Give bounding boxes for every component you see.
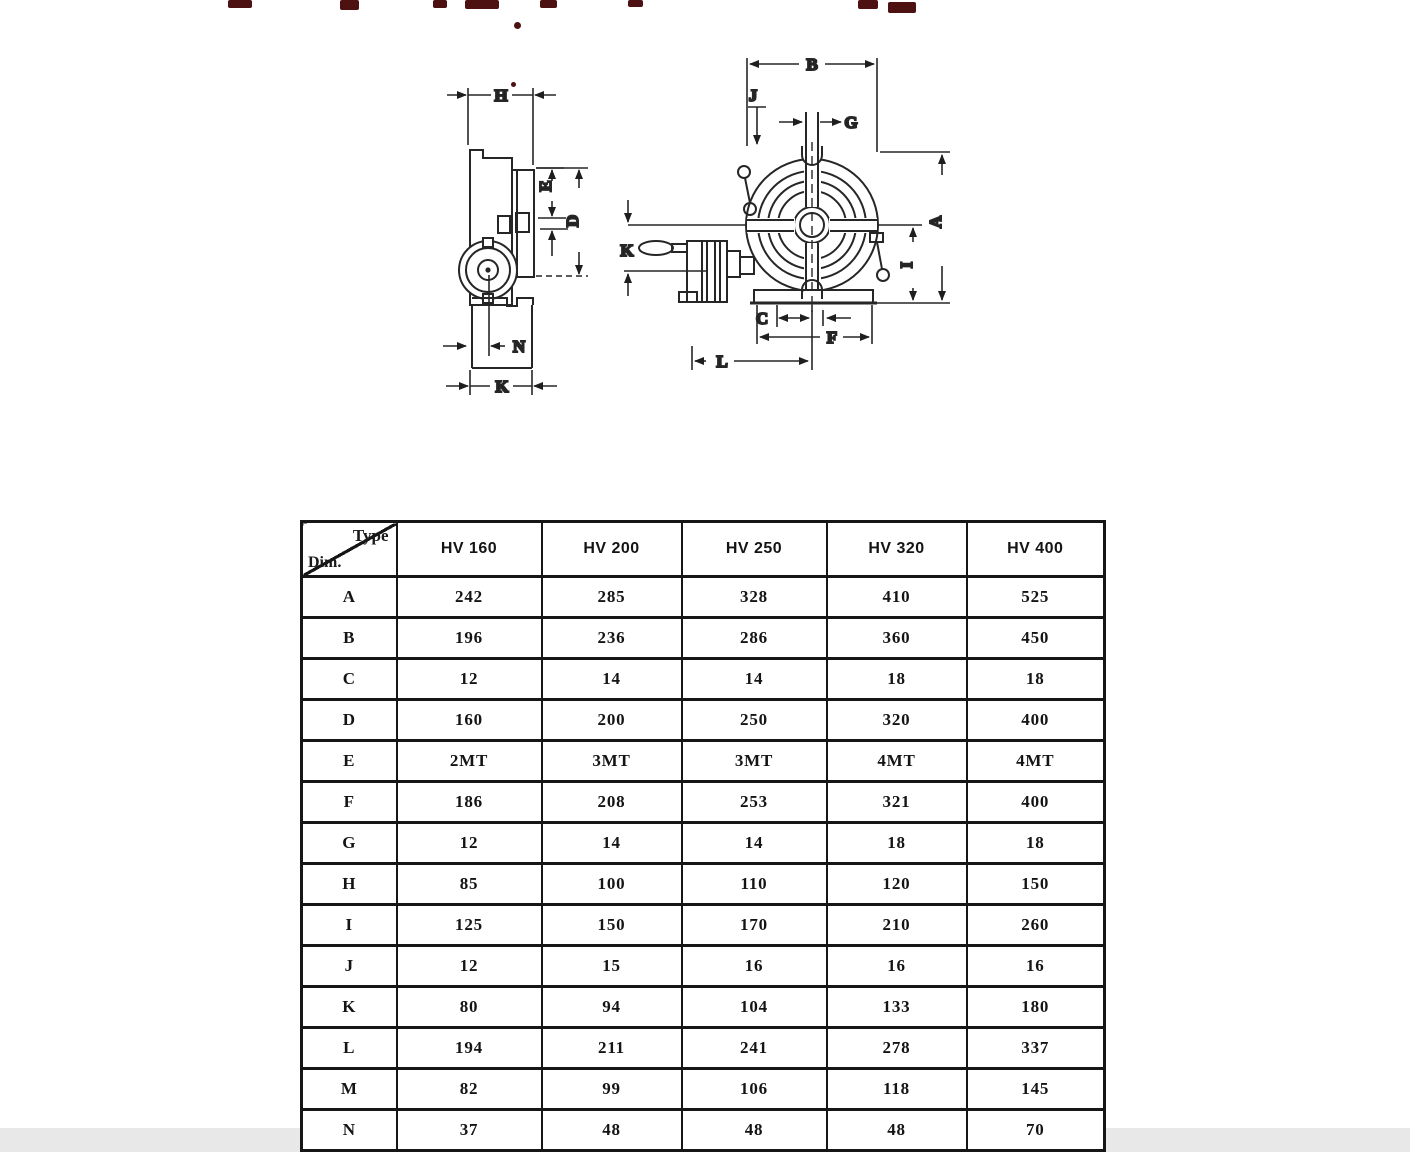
value-cell: 15 bbox=[542, 946, 682, 987]
value-cell: 241 bbox=[682, 1028, 827, 1069]
value-cell: 337 bbox=[967, 1028, 1105, 1069]
value-cell: 150 bbox=[967, 864, 1105, 905]
value-cell: 150 bbox=[542, 905, 682, 946]
value-cell: 180 bbox=[967, 987, 1105, 1028]
table-row bbox=[302, 864, 1105, 905]
dim-letter-cell: C bbox=[302, 659, 397, 700]
value-cell: 450 bbox=[967, 618, 1105, 659]
column-header-hv400: HV 400 bbox=[967, 522, 1105, 577]
dim-letter-cell: H bbox=[302, 864, 397, 905]
value-cell: 14 bbox=[542, 823, 682, 864]
value-cell: 48 bbox=[682, 1110, 827, 1151]
dim-letter-cell: L bbox=[302, 1028, 397, 1069]
value-cell: 16 bbox=[682, 946, 827, 987]
dim-letter-cell: F bbox=[302, 782, 397, 823]
dim-letter-cell: K bbox=[302, 987, 397, 1028]
value-cell: 12 bbox=[397, 659, 542, 700]
value-cell: 14 bbox=[542, 659, 682, 700]
value-cell: 186 bbox=[397, 782, 542, 823]
table-row bbox=[302, 782, 1105, 823]
value-cell: 14 bbox=[682, 823, 827, 864]
value-cell: 18 bbox=[827, 823, 967, 864]
value-cell: 250 bbox=[682, 700, 827, 741]
dim-L bbox=[692, 346, 808, 370]
dim-letter-cell: M bbox=[302, 1069, 397, 1110]
table-row bbox=[302, 659, 1105, 700]
value-cell: 525 bbox=[967, 577, 1105, 618]
value-cell: 70 bbox=[967, 1110, 1105, 1151]
table-row bbox=[302, 577, 1105, 618]
value-cell: 48 bbox=[827, 1110, 967, 1151]
value-cell: 200 bbox=[542, 700, 682, 741]
dim-letter-cell: N bbox=[302, 1110, 397, 1151]
table-row bbox=[302, 1028, 1105, 1069]
value-cell: 4MT bbox=[967, 741, 1105, 782]
dim-label-B: B bbox=[806, 55, 818, 74]
dim-label-F: F bbox=[826, 328, 838, 347]
dim-label-L: L bbox=[716, 352, 728, 371]
dim-K-front bbox=[624, 200, 706, 296]
dim-label-K-front: K bbox=[620, 241, 634, 260]
value-cell: 4MT bbox=[827, 741, 967, 782]
value-cell: 3MT bbox=[682, 741, 827, 782]
table-row bbox=[302, 741, 1105, 782]
value-cell: 253 bbox=[682, 782, 827, 823]
value-cell: 194 bbox=[397, 1028, 542, 1069]
value-cell: 16 bbox=[827, 946, 967, 987]
value-cell: 106 bbox=[682, 1069, 827, 1110]
column-header-hv320: HV 320 bbox=[827, 522, 967, 577]
value-cell: 328 bbox=[682, 577, 827, 618]
value-cell: 18 bbox=[827, 659, 967, 700]
table-row bbox=[302, 1110, 1105, 1151]
dim-J bbox=[748, 107, 766, 144]
value-cell: 118 bbox=[827, 1069, 967, 1110]
dim-letter-cell: J bbox=[302, 946, 397, 987]
column-header-hv160: HV 160 bbox=[397, 522, 542, 577]
value-cell: 82 bbox=[397, 1069, 542, 1110]
side-view-drawing bbox=[443, 86, 588, 396]
dim-letter-cell: A bbox=[302, 577, 397, 618]
value-cell: 37 bbox=[397, 1110, 542, 1151]
value-cell: 80 bbox=[397, 987, 542, 1028]
value-cell: 120 bbox=[827, 864, 967, 905]
value-cell: 94 bbox=[542, 987, 682, 1028]
value-cell: 211 bbox=[542, 1028, 682, 1069]
value-cell: 160 bbox=[397, 700, 542, 741]
dimension-table bbox=[300, 520, 1106, 1152]
value-cell: 125 bbox=[397, 905, 542, 946]
value-cell: 99 bbox=[542, 1069, 682, 1110]
dim-label: Dim. bbox=[308, 554, 342, 571]
dim-table-body bbox=[302, 577, 1105, 1151]
dim-label-A: A bbox=[926, 215, 945, 229]
table-row bbox=[302, 618, 1105, 659]
value-cell: 18 bbox=[967, 659, 1105, 700]
value-cell: 410 bbox=[827, 577, 967, 618]
front-view-drawing bbox=[620, 55, 950, 371]
value-cell: 3MT bbox=[542, 741, 682, 782]
technical-drawings bbox=[0, 0, 1410, 505]
value-cell: 12 bbox=[397, 823, 542, 864]
dim-label-C: C bbox=[755, 309, 769, 328]
value-cell: 260 bbox=[967, 905, 1105, 946]
dim-letter-cell: G bbox=[302, 823, 397, 864]
value-cell: 2MT bbox=[397, 741, 542, 782]
value-cell: 104 bbox=[682, 987, 827, 1028]
table-row bbox=[302, 700, 1105, 741]
dim-label-E: E bbox=[536, 180, 555, 192]
value-cell: 100 bbox=[542, 864, 682, 905]
value-cell: 110 bbox=[682, 864, 827, 905]
value-cell: 400 bbox=[967, 700, 1105, 741]
value-cell: 196 bbox=[397, 618, 542, 659]
value-cell: 360 bbox=[827, 618, 967, 659]
value-cell: 85 bbox=[397, 864, 542, 905]
value-cell: 286 bbox=[682, 618, 827, 659]
dim-label-D: D bbox=[563, 214, 582, 228]
dim-label-I: I bbox=[897, 261, 916, 269]
dim-letter-cell: B bbox=[302, 618, 397, 659]
value-cell: 208 bbox=[542, 782, 682, 823]
type-label: Type bbox=[352, 526, 389, 545]
dim-label-J: J bbox=[748, 86, 758, 105]
value-cell: 400 bbox=[967, 782, 1105, 823]
column-header-hv200: HV 200 bbox=[542, 522, 682, 577]
dim-label-K-side: K bbox=[495, 377, 509, 396]
dim-label-G: G bbox=[844, 113, 858, 132]
type-dim-corner-cell bbox=[302, 522, 397, 577]
table-header-row bbox=[302, 522, 1105, 577]
value-cell: 321 bbox=[827, 782, 967, 823]
value-cell: 18 bbox=[967, 823, 1105, 864]
column-header-hv250: HV 250 bbox=[682, 522, 827, 577]
value-cell: 210 bbox=[827, 905, 967, 946]
dim-F bbox=[757, 305, 872, 344]
dim-label-N: N bbox=[512, 337, 526, 356]
value-cell: 14 bbox=[682, 659, 827, 700]
value-cell: 236 bbox=[542, 618, 682, 659]
value-cell: 285 bbox=[542, 577, 682, 618]
value-cell: 242 bbox=[397, 577, 542, 618]
table-row bbox=[302, 823, 1105, 864]
value-cell: 170 bbox=[682, 905, 827, 946]
dim-letter-cell: D bbox=[302, 700, 397, 741]
value-cell: 16 bbox=[967, 946, 1105, 987]
value-cell: 48 bbox=[542, 1110, 682, 1151]
dim-letter-cell: E bbox=[302, 741, 397, 782]
table-row bbox=[302, 946, 1105, 987]
value-cell: 12 bbox=[397, 946, 542, 987]
dim-label-H: H bbox=[494, 86, 508, 105]
dim-letter-cell: I bbox=[302, 905, 397, 946]
value-cell: 133 bbox=[827, 987, 967, 1028]
value-cell: 320 bbox=[827, 700, 967, 741]
table-row bbox=[302, 1069, 1105, 1110]
table-row bbox=[302, 987, 1105, 1028]
table-row bbox=[302, 905, 1105, 946]
value-cell: 145 bbox=[967, 1069, 1105, 1110]
value-cell: 278 bbox=[827, 1028, 967, 1069]
